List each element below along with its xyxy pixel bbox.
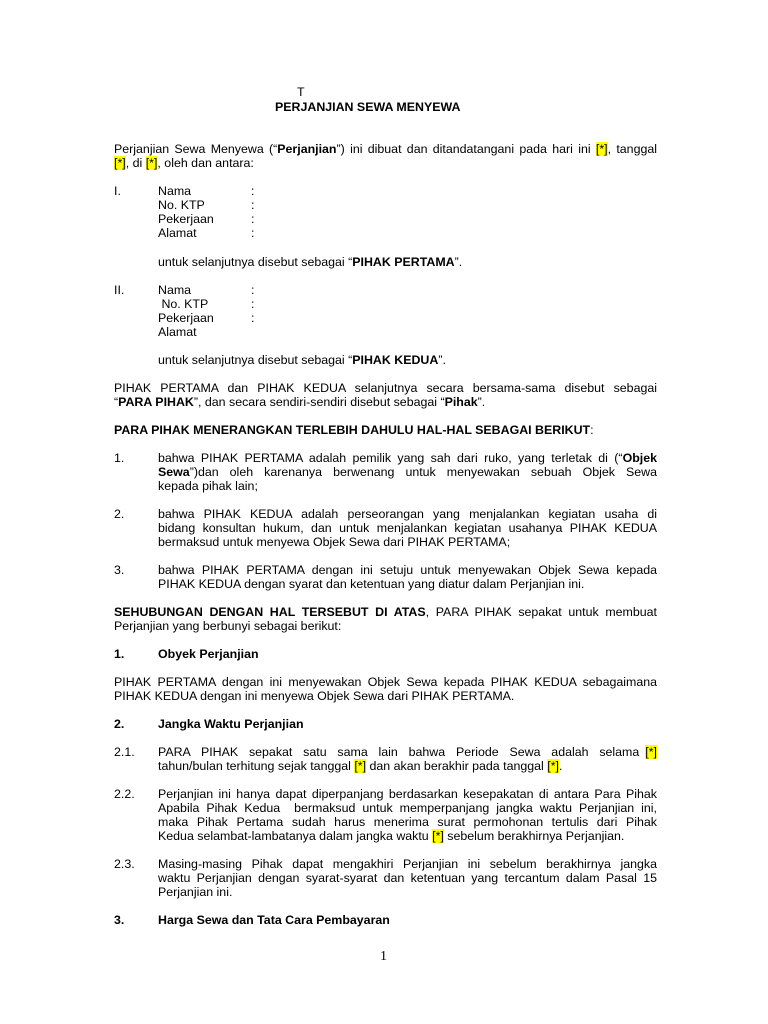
- placeholder: [*]: [595, 142, 608, 156]
- clause-2-1-line-1: PARA PIHAK sepakat satu sama lain bahwa Periode Sewa adalah selama [*]: [158, 745, 657, 759]
- party1-field-nama: Nama: [158, 184, 192, 198]
- colon: :: [251, 283, 255, 297]
- recital-2-line-3: bermaksud untuk menyewa Objek Sewa dari PIHAK PERTAMA;: [158, 535, 511, 549]
- document-title: PERJANJIAN SEWA MENYEWA: [275, 100, 461, 114]
- clause-2-2-line-2: Apabila Pihak Kedua bermaksud untuk memperpanjang jangka waktu Perjanjian ini,: [158, 801, 657, 815]
- party1-field-alamat: Alamat: [158, 226, 197, 240]
- recital-1-line-2: Sewa”)dan oleh karenanya berwenang untuk menyewakan sebuah Objek Sewa: [158, 465, 657, 479]
- clause-2-3-line-3: Perjanjian ini.: [158, 885, 233, 899]
- colon: :: [251, 226, 255, 240]
- recital-3-line-1: bahwa PIHAK PERTAMA dengan ini setuju untuk menyewakan Objek Sewa kepada: [158, 563, 657, 577]
- recital-1-line-1: bahwa PIHAK PERTAMA adalah pemilik yang sah dari ruko, yang terletak di (“Objek: [158, 451, 657, 465]
- sehubungan-line-1: SEHUBUNGAN DENGAN HAL TERSEBUT DI ATAS, PARA PIHAK sepakat untuk membuat: [114, 605, 657, 619]
- placeholder: [*]: [432, 829, 444, 843]
- section-3-title: Harga Sewa dan Tata Cara Pembayaran: [158, 913, 390, 927]
- clause-2-2-line-3: maka Pihak Pertama sudah harus menerima surat permohonan tertulis dari Pihak: [158, 815, 657, 829]
- party1-reference: untuk selanjutnya disebut sebagai “PIHAK PERTAMA”.: [158, 255, 463, 269]
- intro-line-2: [*], di [*], oleh dan antara:: [114, 156, 254, 170]
- placeholder: [*]: [645, 745, 657, 759]
- section-1-title: Obyek Perjanjian: [158, 647, 259, 661]
- colon: :: [251, 311, 255, 325]
- recital-3-line-2: PIHAK KEDUA dengan syarat dan ketentuan yang diatur dalam Perjanjian ini.: [158, 577, 585, 591]
- party2-reference: untuk selanjutnya disebut sebagai “PIHAK KEDUA”.: [158, 353, 446, 367]
- clause-2-2-line-4: Kedua selambat-lambatanya dalam jangka waktu [*] sebelum berakhirnya Perjanjian.: [158, 829, 625, 843]
- recital-heading: PARA PIHAK MENERANGKAN TERLEBIH DAHULU HAL-HAL SEBAGAI BERIKUT:: [114, 423, 594, 437]
- recital-2-number: 2.: [114, 507, 125, 521]
- placeholder: [*]: [354, 759, 367, 773]
- section-1-line-2: PIHAK KEDUA dengan ini menyewa Objek Sewa dari PIHAK PERTAMA.: [114, 689, 515, 703]
- clause-2-3-line-2: waktu Perjanjian dengan syarat-syarat dan ketentuan yang tercantum dalam Pasal 15: [158, 871, 657, 885]
- section-1-number: 1.: [114, 647, 125, 661]
- clause-2-2-line-1: Perjanjian ini hanya dapat diperpanjang berdasarkan kesepakatan di antara Para Pihak: [158, 787, 657, 801]
- party1-number: I.: [114, 184, 121, 198]
- party2-field-alamat: Alamat: [158, 325, 197, 339]
- colon: :: [251, 212, 255, 226]
- sehubungan-line-2: Perjanjian yang berbunyi sebagai berikut:: [114, 619, 342, 633]
- party1-field-pekerjaan: Pekerjaan: [158, 212, 214, 226]
- recital-2-line-1: bahwa PIHAK KEDUA adalah perseorangan yang menjalankan kegiatan usaha di: [158, 507, 657, 521]
- colon: :: [251, 184, 255, 198]
- intro-line-1: Perjanjian Sewa Menyewa (“Perjanjian”) ini dibuat dan ditandatangani pada hari ini [*], tanggal: [114, 142, 657, 156]
- party2-field-nama: Nama: [158, 283, 192, 297]
- colon: :: [251, 198, 255, 212]
- party2-field-ktp: No. KTP: [158, 297, 209, 311]
- party1-field-ktp: No. KTP: [158, 198, 205, 212]
- stray-mark: T: [297, 85, 305, 99]
- placeholder: [*]: [547, 759, 559, 773]
- colon: :: [251, 297, 255, 311]
- clause-2-2-number: 2.2.: [114, 787, 135, 801]
- clause-2-3-line-1: Masing-masing Pihak dapat mengakhiri Perjanjian ini sebelum berakhirnya jangka: [158, 857, 657, 871]
- placeholder: [*]: [145, 156, 158, 170]
- section-2-number: 2.: [114, 717, 125, 731]
- clause-2-3-number: 2.3.: [114, 857, 135, 871]
- para-pihak-line-1: PIHAK PERTAMA dan PIHAK KEDUA selanjutnya secara bersama-sama disebut sebagai: [114, 381, 657, 395]
- page-number: 1: [380, 949, 387, 964]
- recital-1-line-3: kepada pihak lain;: [158, 479, 258, 493]
- clause-2-1-number: 2.1.: [114, 745, 135, 759]
- recital-3-number: 3.: [114, 563, 125, 577]
- party2-field-pekerjaan: Pekerjaan: [158, 311, 214, 325]
- recital-2-line-2: bidang konsultan hukum, dan untuk menjalankan kegiatan usahanya PIHAK KEDUA: [158, 521, 657, 535]
- para-pihak-line-2: “PARA PIHAK”, dan secara sendiri-sendiri disebut sebagai “Pihak”.: [114, 395, 486, 409]
- section-3-number: 3.: [114, 913, 125, 927]
- party2-number: II.: [114, 283, 125, 297]
- placeholder: [*]: [114, 156, 126, 170]
- recital-1-number: 1.: [114, 451, 125, 465]
- section-2-title: Jangka Waktu Perjanjian: [158, 717, 304, 731]
- section-1-line-1: PIHAK PERTAMA dengan ini menyewakan Objek Sewa kepada PIHAK KEDUA sebagaimana: [114, 675, 657, 689]
- clause-2-1-line-2: tahun/bulan terhitung sejak tanggal [*] dan akan berakhir pada tanggal [*].: [158, 759, 563, 773]
